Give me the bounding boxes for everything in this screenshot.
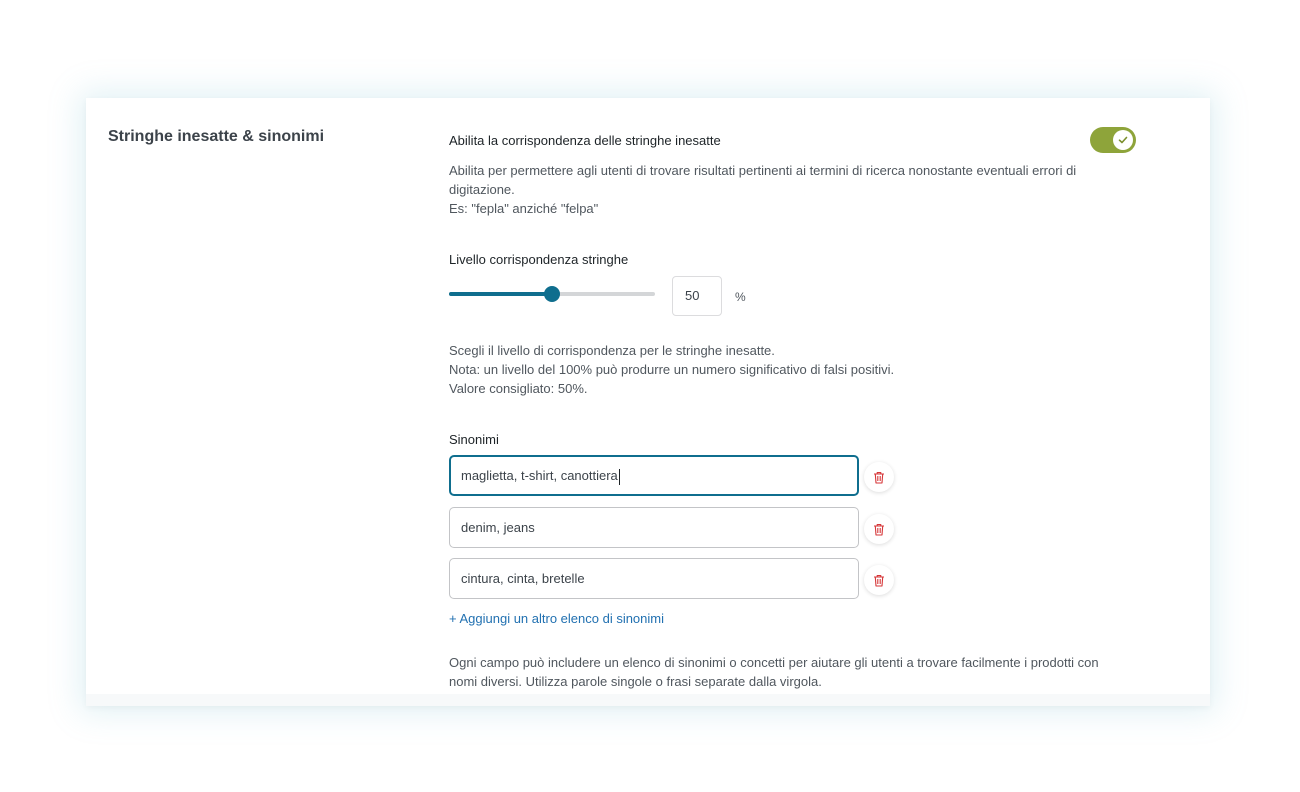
level-slider[interactable] — [449, 285, 655, 303]
synonym-input-3[interactable] — [449, 558, 859, 599]
add-synonym-list-link[interactable]: + Aggiungi un altro elenco di sinonimi — [449, 611, 665, 626]
fuzzy-description — [449, 161, 1149, 218]
check-icon — [1118, 135, 1128, 145]
synonyms-label: Sinonimi — [449, 432, 499, 447]
synonym-input-3-value: cintura, cinta, bretelle — [461, 571, 585, 586]
delete-synonym-button-3[interactable] — [864, 565, 894, 595]
fuzzy-description-line1: Abilita per permettere agli utenti di trovare risultati pertinenti ai termini di ricerca nonostante eventuali errori di — [449, 163, 1077, 178]
fuzzy-description-line2: digitazione. — [449, 182, 515, 197]
synonyms-help-line1: Ogni campo può includere un elenco di sinonimi o concetti per aiutare gli utenti a trovare facilmente i prodotti con — [449, 655, 1099, 670]
synonym-input-2-value: denim, jeans — [461, 520, 535, 535]
card-footer-band — [86, 694, 1210, 706]
section-title: Stringhe inesatte & sinonimi — [108, 128, 325, 145]
delete-synonym-button-2[interactable] — [864, 514, 894, 544]
synonym-input-2[interactable] — [449, 507, 859, 548]
trash-icon — [873, 523, 885, 536]
trash-icon — [873, 471, 885, 484]
settings-card — [86, 98, 1210, 706]
text-caret — [619, 469, 620, 485]
slider-fill — [449, 292, 552, 296]
fuzzy-example: Es: "fepla" anziché "felpa" — [449, 201, 599, 216]
synonym-input-1[interactable] — [449, 455, 859, 496]
level-note-line2: Nota: un livello del 100% può produrre un numero significativo di falsi positivi. — [449, 362, 895, 377]
level-label: Livello corrispondenza stringhe — [449, 252, 629, 267]
fuzzy-label: Abilita la corrispondenza delle stringhe inesatte — [449, 133, 721, 148]
synonyms-help-line2: nomi diversi. Utilizza parole singole o frasi separate dalla virgola. — [449, 674, 822, 689]
synonym-input-1-value: maglietta, t-shirt, canottiera — [461, 468, 618, 483]
delete-synonym-button-1[interactable] — [864, 462, 894, 492]
level-note — [449, 341, 1149, 398]
toggle-knob — [1113, 130, 1133, 150]
slider-thumb[interactable] — [544, 286, 560, 302]
level-note-line3: Valore consigliato: 50%. — [449, 381, 588, 396]
trash-icon — [873, 574, 885, 587]
percent-unit: % — [735, 290, 746, 304]
level-value-input[interactable]: 50 — [672, 276, 722, 316]
level-note-line1: Scegli il livello di corrispondenza per le stringhe inesatte. — [449, 343, 775, 358]
fuzzy-toggle[interactable] — [1090, 127, 1136, 153]
synonyms-help — [449, 653, 1149, 691]
